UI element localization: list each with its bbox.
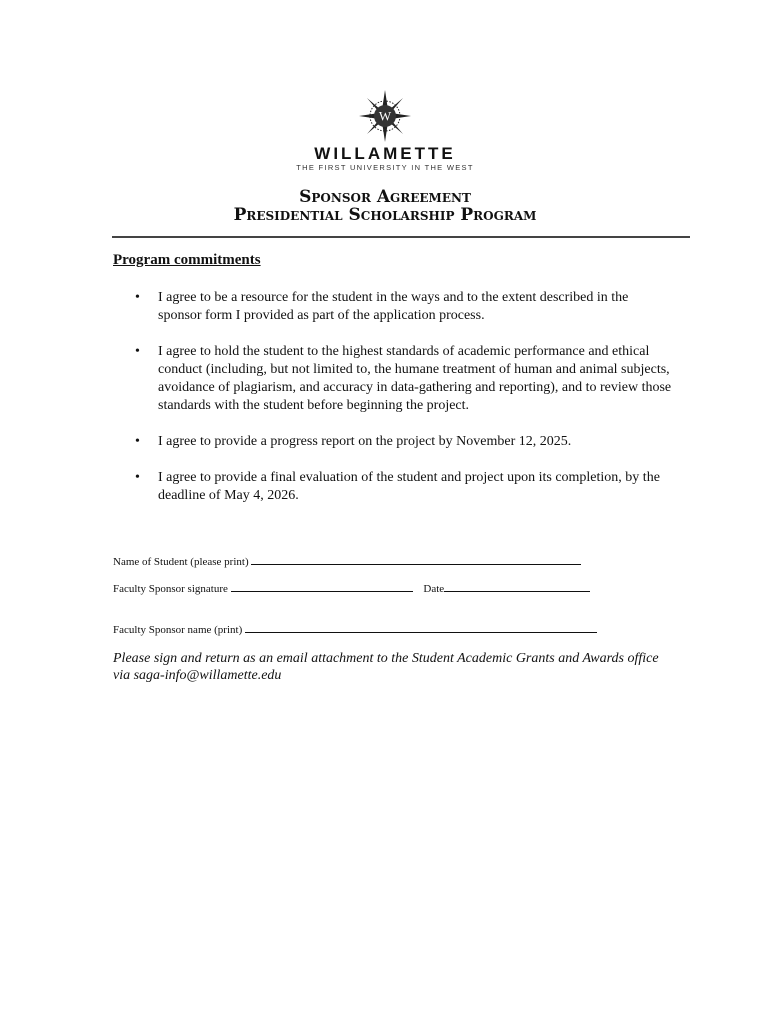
logo-letter: W: [378, 108, 392, 124]
sponsor-name-label: Faculty Sponsor name (print): [113, 624, 243, 636]
sponsor-signature-label: Faculty Sponsor signature: [113, 583, 228, 595]
bullet-icon: •: [135, 344, 140, 359]
university-logo: [0, 88, 770, 144]
section-heading: Program commitments: [113, 252, 261, 268]
commitment-text: I agree to be a resource for the student in the ways and to the extent described in the sponsor form I provided as part of the application process.: [158, 290, 629, 323]
document-title: Sponsor Agreement: [299, 187, 471, 207]
sponsor-name-line[interactable]: [245, 623, 597, 633]
commitment-text: I agree to provide a final evaluation of the student and project upon its completion, by the deadline of May 4, 2026.: [158, 470, 660, 503]
compass-rose-icon: [357, 88, 413, 144]
tagline: THE FIRST UNIVERSITY IN THE WEST: [296, 163, 474, 172]
student-name-row: [113, 555, 581, 568]
date-label: Date: [423, 583, 445, 595]
title-divider: [112, 236, 690, 238]
sponsor-signature-line[interactable]: [231, 582, 413, 592]
bullet-icon: •: [135, 434, 140, 449]
list-item: [113, 343, 673, 415]
return-instructions: Please sign and return as an email attachment to the Student Academic Grants and Awards office via saga-info@willamette.edu: [113, 651, 659, 683]
list-item: [113, 469, 673, 505]
commitment-text: I agree to hold the student to the highest standards of academic performance and ethical conduct (including, but not limited to, the humane treatment of human and animal subjects, avoidance of plagiarism, and accuracy in data-gathering and reporting), and to review those standards with the student before beginning the project.: [158, 344, 672, 413]
list-item: [113, 433, 673, 451]
student-name-line[interactable]: [251, 555, 581, 565]
wordmark: WILLAMETTE: [314, 144, 456, 163]
document-subtitle: Presidential Scholarship Program: [233, 205, 537, 225]
commitments-list: [113, 289, 673, 523]
sponsor-signature-row: [113, 582, 590, 595]
sponsor-name-row: [113, 623, 597, 636]
bullet-icon: •: [135, 290, 140, 305]
commitment-text: I agree to provide a progress report on the project by November 12, 2025.: [158, 434, 572, 449]
list-item: [113, 289, 673, 325]
bullet-icon: •: [135, 470, 140, 485]
date-line[interactable]: [444, 582, 590, 592]
student-name-label: Name of Student (please print): [113, 556, 249, 568]
